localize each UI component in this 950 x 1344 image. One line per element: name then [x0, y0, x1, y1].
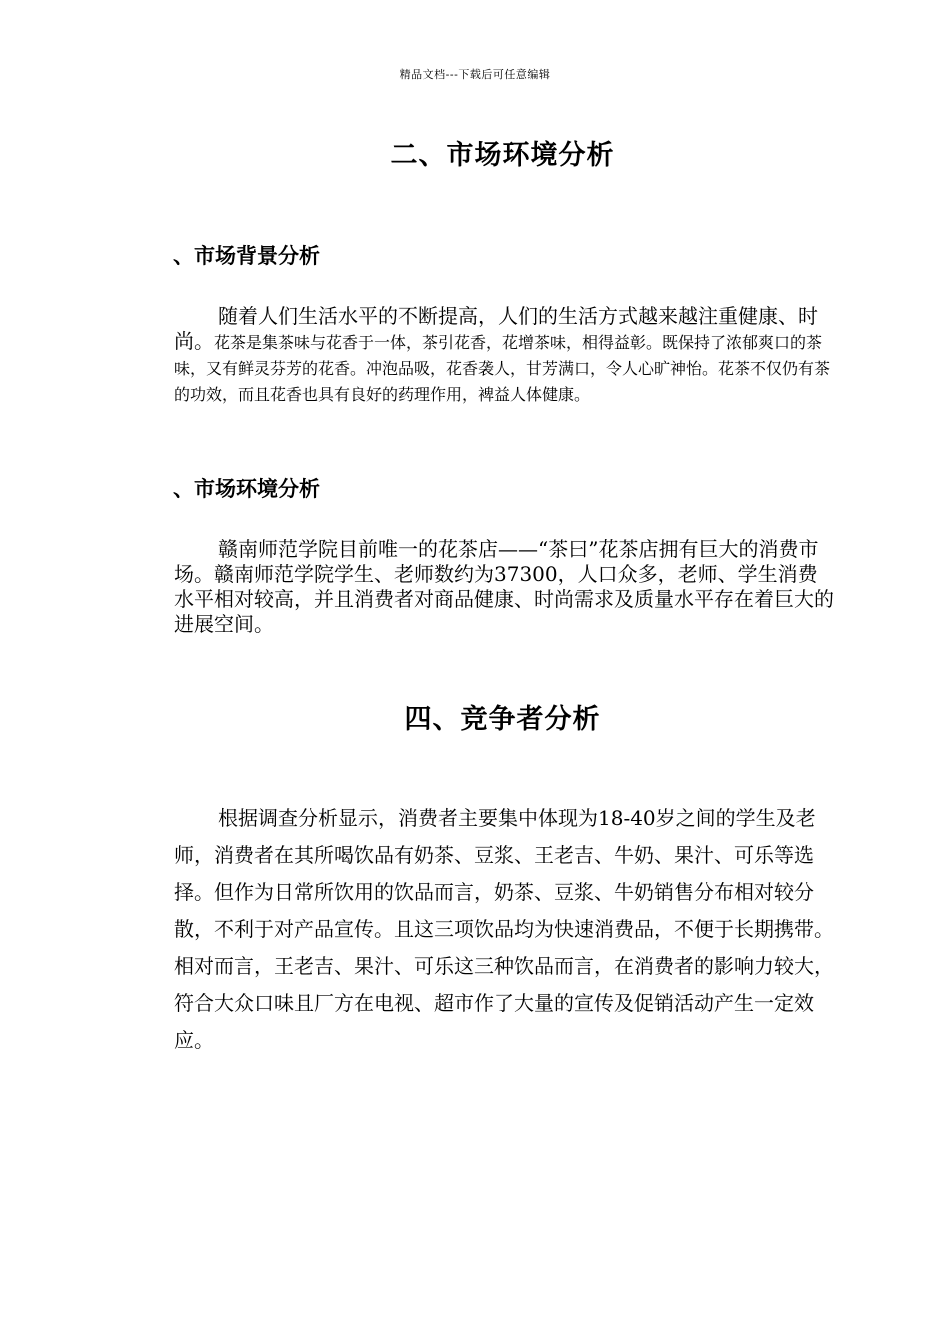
paragraph-competitor-analysis: 根据调查分析显示，消费者主要集中体现为18-40岁之间的学生及老师，消费者在其所喝饮品有奶茶、豆浆、王老吉、牛奶、果汁、可乐等选择。但作为日常所饮用的饮品而言，奶茶、豆浆、牛奶销售分布相对较分散，不利于对产品宣传。且这三项饮品均为快速消费品，不便于长期携带。相对而言，王老吉、果汁、可乐这三种饮品而言，在消费者的影响力较大，符合大众口味且厂方在电视、超市作了大量的宣传及促销活动产生一定效应。: [174, 806, 834, 1052]
heading-market-environment: 、市场环境分析: [173, 477, 320, 501]
heading-market-background: 、市场背景分析: [173, 244, 320, 268]
paragraph-market-background-lead: 随着人们生活水平的不断提高，人们的生活方式越来越注重健康、时尚。: [174, 304, 818, 353]
paragraph-market-background-rest: 花茶是集茶味与花香于一体，茶引花香，花增茶味，相得益彰。既保持了浓郁爽口的茶味，又有鲜灵芬芳的花香。冲泡品吸，花香袭人，甘芳满口，令人心旷神怡。花茶不仅仍有茶的功效，而且花香也具有良好的药理作用，裨益人体健康。: [174, 333, 831, 404]
section-title-competitor-analysis: 四、竞争者分析: [404, 704, 601, 735]
section-title-market-environment: 二、市场环境分析: [390, 140, 615, 171]
paragraph-market-background: [174, 304, 834, 407]
paragraph-market-environment: 赣南师范学院目前唯一的花茶店——“茶曰”花茶店拥有巨大的消费市场。赣南师范学院学生、老师数约为37300，人口众多，老师、学生消费水平相对较高，并且消费者对商品健康、时尚需求及质量水平存在着巨大的进展空间。: [174, 537, 834, 636]
document-header-note: 精品文档---下载后可任意编辑: [399, 68, 551, 81]
